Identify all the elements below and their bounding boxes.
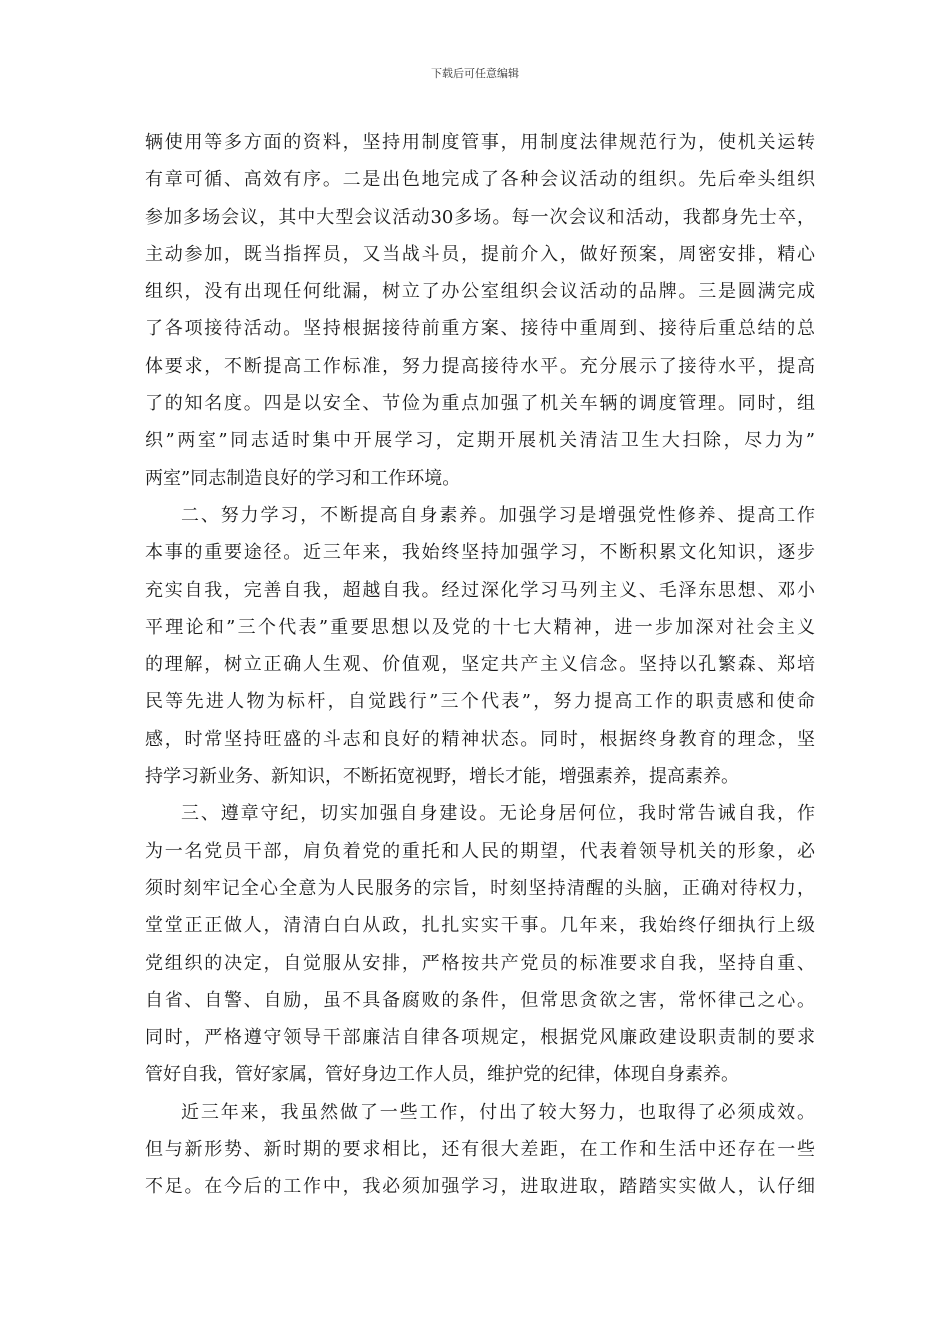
text-line: 有章可循、高效有序。二是出色地完成了各种会议活动的组织。先后牵头组织 (145, 169, 815, 191)
text-line: 民等先进人物为标杆，自觉践行”三个代表”，努力提高工作的职责感和使命 (145, 691, 815, 713)
text-line: 两室”同志制造良好的学习和工作环境。 (145, 467, 461, 489)
text-line: 但与新形势、新时期的要求相比，还有很大差距，在工作和生活中还存在一些 (145, 1139, 815, 1161)
text-line: 须时刻牢记全心全意为人民服务的宗旨，时刻坚持清醒的头脑，正确对待权力， (145, 877, 815, 899)
text-line: 三、遵章守纪，切实加强自身建设。无论身居何位，我时常告诫自我，作 (181, 803, 815, 825)
text-line: 本事的重要途径。近三年来，我始终坚持加强学习，不断积累文化知识，逐步 (145, 542, 815, 564)
text-line: 堂堂正正做人，清清白白从政，扎扎实实干事。几年来，我始终仔细执行上级 (145, 915, 815, 937)
text-line: 持学习新业务、新知识，不断拓宽视野，增长才能，增强素养，提高素养。 (145, 766, 739, 788)
text-line: 辆使用等多方面的资料，坚持用制度管事，用制度法律规范行为，使机关运转 (145, 132, 815, 153)
page-header-note: 下载后可任意编辑 (431, 67, 519, 80)
text-line: 感，时常坚持旺盛的斗志和良好的精神状态。同时，根据终身教育的理念，坚 (145, 728, 815, 750)
text-line: 参加多场会议，其中大型会议活动30多场。每一次会议和活动，我都身先士卒， (145, 206, 815, 228)
text-line: 党组织的决定，自觉服从安排，严格按共产党员的标准要求自我，坚持自重、 (145, 952, 815, 974)
text-line: 织”两室”同志适时集中开展学习，定期开展机关清洁卫生大扫除，尽力为” (145, 430, 815, 452)
text-line: 为一名党员干部，肩负着党的重托和人民的期望，代表着领导机关的形象，必 (145, 840, 815, 862)
text-line: 平理论和”三个代表”重要思想以及党的十七大精神，进一步加深对社会主义 (145, 616, 815, 638)
text-line: 组织，没有出现任何纰漏，树立了办公室组织会议活动的品牌。三是圆满完成 (145, 281, 815, 303)
text-line: 体要求，不断提高工作标准，努力提高接待水平。充分展示了接待水平，提高 (145, 355, 815, 377)
text-line: 二、努力学习，不断提高自身素养。加强学习是增强党性修养、提高工作 (181, 504, 815, 526)
text-line: 不足。在今后的工作中，我必须加强学习，进取进取，踏踏实实做人，认仔细 (145, 1176, 815, 1198)
text-line: 主动参加，既当指挥员，又当战斗员，提前介入，做好预案，周密安排，精心 (145, 243, 815, 265)
text-line: 管好自我，管好家属，管好身边工作人员，维护党的纪律，体现自身素养。 (145, 1064, 739, 1086)
text-line: 了各项接待活动。坚持根据接待前重方案、接待中重周到、接待后重总结的总 (145, 318, 815, 340)
text-line: 充实自我，完善自我，超越自我。经过深化学习马列主义、毛泽东思想、邓小 (145, 579, 815, 601)
text-line: 近三年来，我虽然做了一些工作，付出了较大努力，也取得了必须成效。 (181, 1101, 815, 1123)
text-line: 自省、自警、自励，虽不具备腐败的条件，但常思贪欲之害，常怀律己之心。 (145, 989, 815, 1011)
document-body (145, 124, 815, 1206)
text-line: 的理解，树立正确人生观、价值观，坚定共产主义信念。坚持以孔繁森、郑培 (145, 654, 815, 676)
text-line: 了的知名度。四是以安全、节俭为重点加强了机关车辆的调度管理。同时，组 (145, 393, 815, 415)
text-line: 同时，严格遵守领导干部廉洁自律各项规定，根据党风廉政建设职责制的要求 (145, 1027, 815, 1049)
